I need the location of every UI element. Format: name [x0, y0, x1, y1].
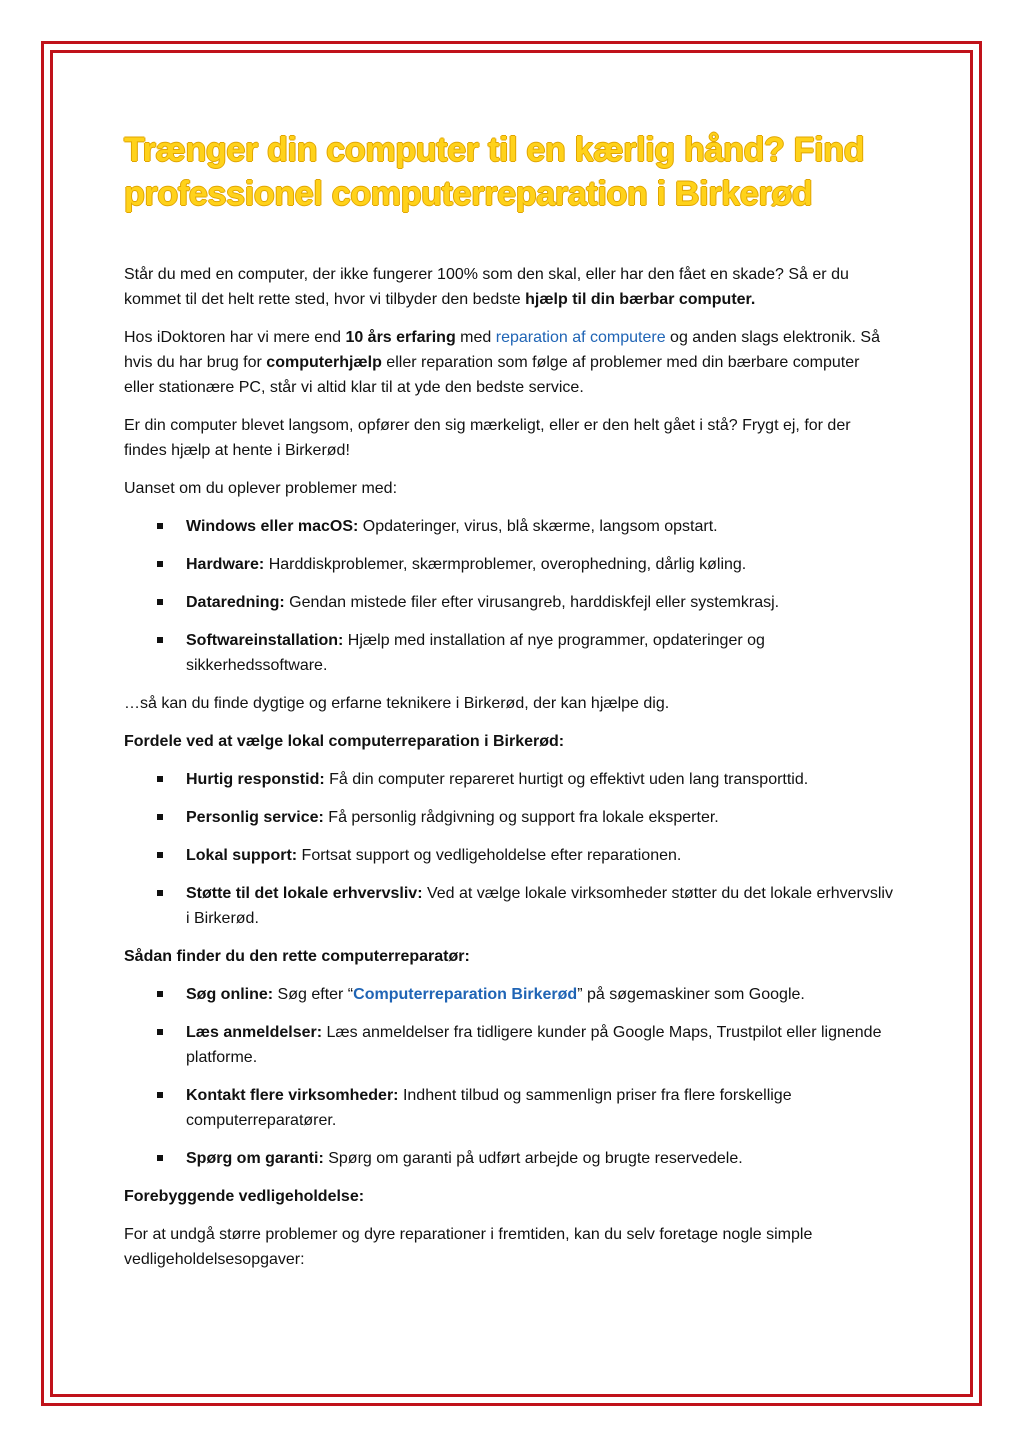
list-item [124, 628, 894, 678]
list-item-text: Søg efter “ [273, 986, 354, 1003]
list-item [124, 843, 894, 868]
problems-list [124, 514, 894, 678]
list-item-label: Søg online: [186, 986, 274, 1003]
bullet-square-icon [157, 1155, 163, 1161]
list-item-text: Harddiskproblemer, skærmproblemer, overophedning, dårlig køling. [264, 556, 747, 573]
bullet-square-icon [157, 776, 163, 782]
p2-text-c: med [455, 329, 496, 346]
list-item-text: Opdateringer, virus, blå skærme, langsom opstart. [358, 518, 718, 535]
bullet-square-icon [157, 599, 163, 605]
list-item-label: Hardware: [186, 556, 265, 573]
list-item-text: Få personlig rådgivning og support fra lokale eksperter. [323, 809, 719, 826]
list-item-text: Ved at vælge lokale virksomheder støtter du det lokale erhvervsliv i Birkerød. [186, 885, 893, 927]
list-item-label: Lokal support: [186, 847, 298, 864]
list-item-label: Læs anmeldelser: [186, 1024, 323, 1041]
document-body [124, 128, 894, 1272]
list-item [124, 982, 894, 1007]
list-item [124, 805, 894, 830]
p2-text-g: eller reparation som følge af problemer med din bærbare computer eller stationære PC, står vi altid klar til at yde den bedste service. [124, 354, 860, 396]
list-item [124, 1146, 894, 1171]
bullet-square-icon [157, 637, 163, 643]
intro-text: Står du med en computer, der ikke fungerer 100% som den skal, eller har den fået en skade? Så er du kommet til det helt rette sted, hvor vi tilbyder den bedste [124, 266, 849, 308]
list-item-label: Personlig service: [186, 809, 324, 826]
p2-text-a: Hos iDoktoren har vi mere end [124, 329, 346, 346]
maintenance-paragraph: For at undgå større problemer og dyre reparationer i fremtiden, kan du selv foretage nogle simple vedligeholdelsesopgaver: [124, 1226, 813, 1268]
list-item-text: Indhent tilbud og sammenlign priser fra flere forskellige computerreparatører. [186, 1087, 792, 1129]
page-title: Trænger din computer til en kærlig hånd? Find professionel computerreparation i Birkerød [124, 131, 865, 213]
bullet-square-icon [157, 991, 163, 997]
list-item-text: Hjælp med installation af nye programmer, opdateringer og sikkerhedssoftware. [186, 632, 765, 674]
p2-bold-experience: 10 års erfaring [345, 329, 456, 346]
list-item-label: Hurtig responstid: [186, 771, 325, 788]
list-item-text: Få din computer repareret hurtigt og effektivt uden lang transporttid. [324, 771, 809, 788]
maintenance-heading: Forebyggende vedligeholdelse: [124, 1188, 365, 1205]
list-item-label: Dataredning: [186, 594, 285, 611]
bullet-square-icon [157, 814, 163, 820]
list-item [124, 1083, 894, 1133]
list-item [124, 881, 894, 931]
p2-bold-computerhelp: computerhjælp [266, 354, 382, 371]
experience-paragraph [124, 325, 894, 400]
list-item-label: Støtte til det lokale erhvervsliv: [186, 885, 423, 902]
list-item [124, 552, 894, 577]
find-repairer-list [124, 982, 894, 1171]
repair-computers-link[interactable]: reparation af computere [495, 329, 666, 346]
list-item-text: ” på søgemaskiner som Google. [577, 986, 805, 1003]
benefits-list [124, 767, 894, 931]
technicians-paragraph: …så kan du finde dygtige og erfarne teknikere i Birkerød, der kan hjælpe dig. [124, 695, 670, 712]
list-item-label: Spørg om garanti: [186, 1150, 324, 1167]
list-item [124, 590, 894, 615]
bullet-square-icon [157, 852, 163, 858]
intro-bold: hjælp til din bærbar computer. [525, 291, 756, 308]
benefits-heading: Fordele ved at vælge lokal computerreparation i Birkerød: [124, 733, 565, 750]
list-item-text: Fortsat support og vedligeholdelse efter reparationen. [297, 847, 682, 864]
bullet-square-icon [157, 1029, 163, 1035]
list-item [124, 767, 894, 792]
p2-text-e: og anden slags elektronik. Så hvis du har brug for [124, 329, 880, 371]
list-item-label: Kontakt flere virksomheder: [186, 1087, 399, 1104]
list-item [124, 514, 894, 539]
intro-paragraph [124, 262, 894, 312]
bullet-square-icon [157, 561, 163, 567]
problems-intro: Uanset om du oplever problemer med: [124, 480, 398, 497]
list-item-text: Gendan mistede filer efter virusangreb, harddiskfejl eller systemkrasj. [284, 594, 780, 611]
list-item-label: Windows eller macOS: [186, 518, 359, 535]
list-item-label: Softwareinstallation: [186, 632, 344, 649]
bullet-square-icon [157, 523, 163, 529]
list-item-text: Spørg om garanti på udført arbejde og brugte reservedele. [323, 1150, 743, 1167]
bullet-square-icon [157, 1092, 163, 1098]
list-item-text: Læs anmeldelser fra tidligere kunder på Google Maps, Trustpilot eller lignende platforme. [186, 1024, 882, 1066]
find-repairer-heading: Sådan finder du den rette computerreparatør: [124, 948, 470, 965]
list-item [124, 1020, 894, 1070]
computerreparation-birkerod-link[interactable]: Computerreparation Birkerød [353, 986, 578, 1003]
slow-computer-paragraph: Er din computer blevet langsom, opfører den sig mærkeligt, eller er den helt gået i stå? Frygt ej, for der findes hjælp at hente i Birkerød! [124, 417, 851, 459]
bullet-square-icon [157, 890, 163, 896]
